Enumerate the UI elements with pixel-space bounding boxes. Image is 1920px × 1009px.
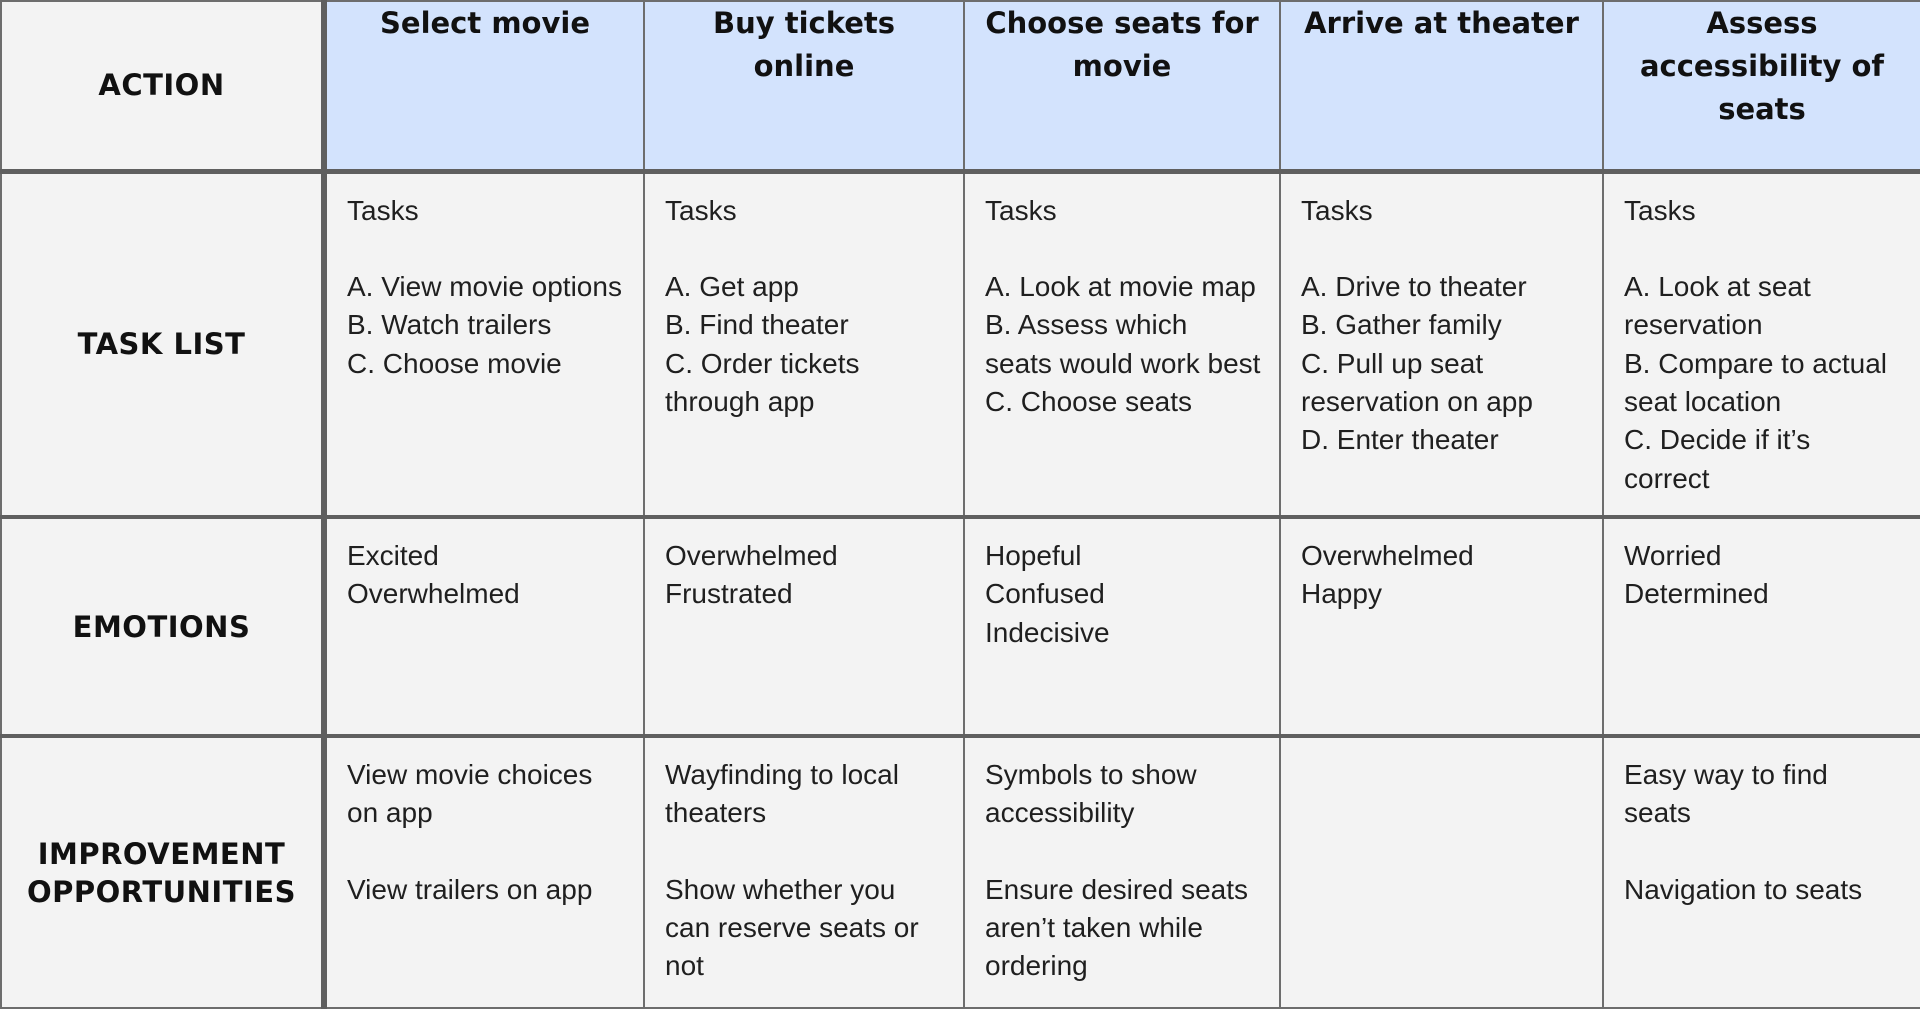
emotions-cell-3	[1280, 517, 1603, 736]
improvement-cell-2	[964, 736, 1280, 1008]
task-item: B. Find theater	[665, 309, 849, 341]
improvement-item: Ensure desired seats aren’t taken while ordering	[985, 873, 1249, 982]
improvement-cell-3	[1280, 736, 1603, 1008]
task-item: C. Pull up seat reservation on app	[1301, 347, 1533, 417]
emotions-body	[645, 519, 963, 614]
task-item: A. Drive to theater	[1301, 271, 1527, 303]
emotion-item: Overwhelmed	[347, 578, 520, 610]
stage-header-arrive	[1280, 1, 1603, 171]
spacer	[1624, 230, 1902, 268]
row-label-improvement	[1, 736, 324, 1008]
stage-title: Assess accessibility of seats	[1639, 6, 1885, 126]
improvement-body	[645, 738, 963, 986]
tasks-heading: Tasks	[1301, 194, 1373, 226]
tasks-cell-0	[324, 171, 644, 517]
emotion-item: Indecisive	[985, 616, 1110, 648]
row-label-text: ACTION	[98, 68, 225, 103]
emotion-item: Determined	[1624, 578, 1769, 610]
tasks-heading: Tasks	[985, 194, 1057, 226]
task-item: A. Look at seat reservation	[1624, 271, 1811, 341]
stage-title: Select movie	[380, 6, 590, 40]
improvement-body	[965, 738, 1279, 986]
tasks-body	[1281, 174, 1602, 460]
task-item: A. View movie options	[347, 271, 622, 303]
task-item: B. Watch trailers	[347, 309, 552, 341]
spacer	[665, 230, 945, 268]
task-item: A. Get app	[665, 271, 799, 303]
emotion-item: Worried	[1624, 540, 1722, 571]
tasks-heading: Tasks	[665, 194, 737, 226]
emotions-cell-4	[1603, 517, 1920, 736]
spacer	[1301, 230, 1584, 268]
row-label-text: IMPROVEMENT OPPORTUNITIES	[26, 836, 296, 909]
stage-title: Choose seats for movie	[985, 6, 1259, 83]
tasks-cell-2	[964, 171, 1280, 517]
task-item: C. Choose seats	[985, 385, 1192, 417]
improvement-item: Easy way to find seats	[1624, 759, 1828, 829]
tasks-body	[1604, 174, 1920, 498]
task-item: C. Choose movie	[347, 347, 562, 379]
improvement-body	[327, 738, 643, 909]
stage-header-choose-seats	[964, 1, 1280, 171]
task-item: D. Enter theater	[1301, 424, 1499, 456]
emotions-row	[1, 517, 1920, 736]
spacer	[1624, 833, 1902, 871]
task-item: A. Look at movie map	[985, 271, 1256, 303]
emotion-item: Frustrated	[665, 578, 793, 610]
task-item: C. Decide if it’s correct	[1624, 424, 1811, 494]
spacer	[985, 833, 1261, 871]
emotions-body	[965, 519, 1279, 652]
emotion-item: Overwhelmed	[1301, 540, 1474, 571]
task-item: B. Assess which seats would work best	[985, 309, 1261, 379]
emotion-item: Hopeful	[985, 540, 1082, 571]
row-label-task-list	[1, 171, 324, 517]
improvement-cell-1	[644, 736, 964, 1008]
emotion-item: Overwhelmed	[665, 540, 838, 571]
tasks-cell-1	[644, 171, 964, 517]
tasks-cell-4	[1603, 171, 1920, 517]
stage-title: Arrive at theater	[1304, 6, 1579, 40]
stage-header-select-movie	[324, 1, 644, 171]
improvement-cell-0	[324, 736, 644, 1008]
improvement-item: View movie choices on app	[347, 759, 593, 829]
improvement-row	[1, 736, 1920, 1008]
emotions-body	[1604, 519, 1920, 614]
task-list-row	[1, 171, 1920, 517]
spacer	[347, 833, 625, 871]
row-label-action	[1, 1, 324, 171]
task-item: B. Compare to actual seat location	[1624, 347, 1888, 417]
stage-header-buy-tickets	[644, 1, 964, 171]
improvement-item: Show whether you can reserve seats or not	[665, 873, 919, 982]
improvement-item: Symbols to show accessibility	[985, 759, 1197, 829]
emotion-item: Excited	[347, 540, 439, 571]
emotions-body	[327, 519, 643, 614]
tasks-body	[645, 174, 963, 422]
row-label-text: TASK LIST	[77, 327, 246, 362]
improvement-body	[1604, 738, 1920, 909]
emotion-item: Confused	[985, 578, 1105, 610]
improvement-cell-4	[1603, 736, 1920, 1008]
task-item: C. Order tickets through app	[665, 347, 860, 417]
improvement-body	[1281, 738, 1602, 756]
improvement-item: View trailers on app	[347, 873, 593, 905]
stage-title: Buy tickets online	[712, 6, 896, 83]
tasks-heading: Tasks	[1624, 194, 1696, 226]
emotions-body	[1281, 519, 1602, 614]
tasks-cell-3	[1280, 171, 1603, 517]
emotions-cell-0	[324, 517, 644, 736]
stage-header-assess	[1603, 1, 1920, 171]
improvement-item: Wayfinding to local theaters	[665, 759, 899, 829]
row-label-emotions	[1, 517, 324, 736]
tasks-heading: Tasks	[347, 194, 419, 226]
spacer	[347, 230, 625, 268]
tasks-body	[327, 174, 643, 383]
tasks-body	[965, 174, 1279, 422]
action-row	[1, 1, 1920, 171]
row-label-text: EMOTIONS	[72, 609, 251, 644]
improvement-item: Navigation to seats	[1624, 873, 1863, 905]
spacer	[985, 230, 1261, 268]
emotions-cell-2	[964, 517, 1280, 736]
spacer	[665, 833, 945, 871]
emotion-item: Happy	[1301, 578, 1382, 610]
task-item: B. Gather family	[1301, 309, 1502, 341]
emotions-cell-1	[644, 517, 964, 736]
